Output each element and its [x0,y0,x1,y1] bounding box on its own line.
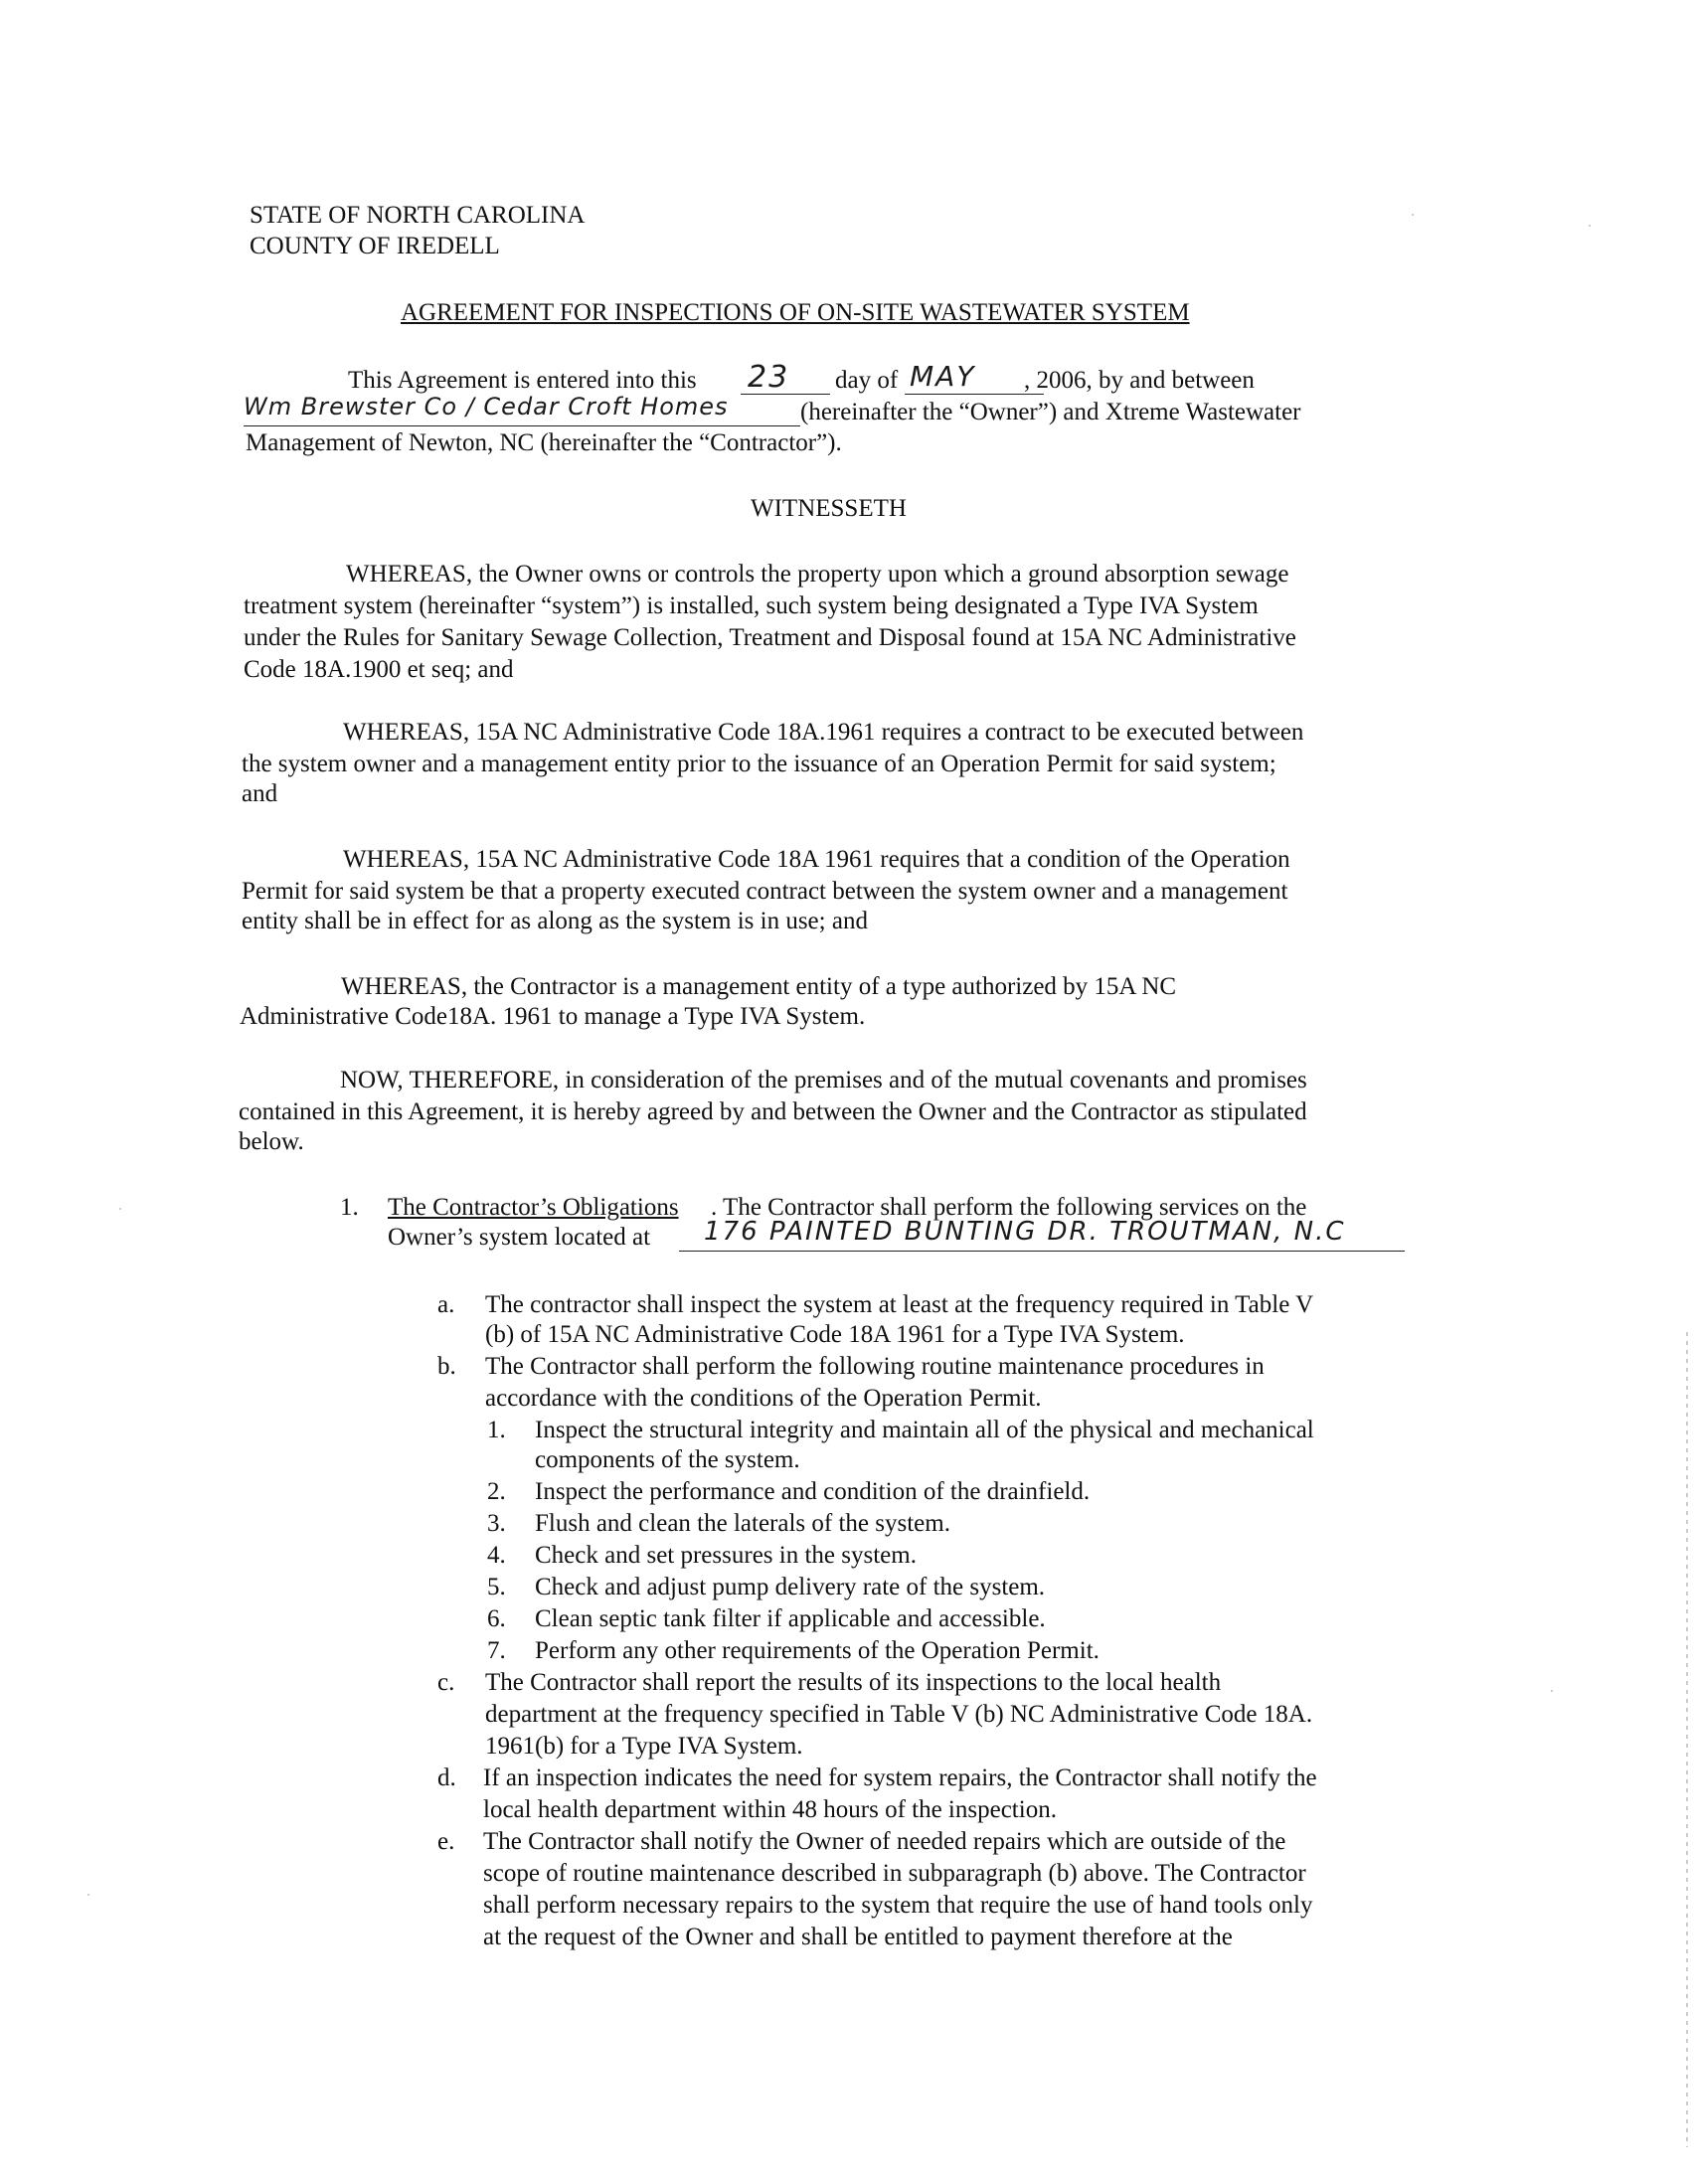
item-e-line-1: The Contractor shall notify the Owner of needed repairs which are outside of the [483,1828,1286,1855]
subitem-4-line-1: Check and set pressures in the system. [535,1542,917,1569]
subitem-1-number: 1. [487,1417,506,1443]
intro-text-5: Management of Newton, NC (hereinafter the “Contractor”). [246,429,842,456]
item-e-line-4: at the request of the Owner and shall be entitled to payment therefore at the [483,1924,1233,1950]
section-1-text-1: . The Contractor shall perform the following services on the [711,1194,1307,1221]
whereas-1-line-2: treatment system (hereinafter “system”) is installed, such system being designated a Type IVA System [244,592,1259,619]
section-1-number: 1. [340,1194,359,1221]
whereas-3-line-2: Permit for said system be that a property executed contract between the system owner and a management [242,878,1288,905]
scan-speck [119,1208,121,1210]
whereas-3-line-3: entity shall be in effect for as along as the system is in use; and [242,908,868,934]
item-e-line-3: shall perform necessary repairs to the system that require the use of hand tools only [483,1892,1313,1919]
subitem-5-line-1: Check and adjust pump delivery rate of the system. [535,1574,1046,1600]
item-c-line-3: 1961(b) for a Type IVA System. [485,1733,803,1760]
item-d-letter: d. [437,1764,456,1791]
intro-text-3: , 2006, by and between [1024,367,1255,394]
address-handwritten: 176 PAINTED BUNTING DR. TROUTMAN, N.C [704,1217,1346,1247]
subitem-3-line-1: Flush and clean the laterals of the system. [535,1510,950,1537]
subitem-2-number: 2. [487,1478,506,1505]
subitem-6-line-1: Clean septic tank filter if applicable and accessible. [535,1605,1046,1632]
whereas-2-line-2: the system owner and a management entity prior to the issuance of an Operation Permit for said system; [242,751,1276,777]
item-c-line-2: department at the frequency specified in Table V (b) NC Administrative Code 18A. [485,1701,1313,1728]
day-handwritten: 23 [748,360,790,395]
whereas-2-line-1: WHEREAS, 15A NC Administrative Code 18A.1961 requires a contract to be executed between [343,719,1304,746]
address-blank [679,1251,1405,1252]
scan-speck [1412,214,1414,216]
county-heading: COUNTY OF IREDELL [250,233,500,259]
item-c-line-1: The Contractor shall report the results of its inspections to the local health [485,1669,1222,1696]
item-d-line-2: local health department within 48 hours of the inspection. [483,1796,1057,1823]
item-a-letter: a. [437,1291,455,1318]
subitem-6-number: 6. [487,1605,506,1632]
month-handwritten: MAY [910,360,976,393]
scan-speck [1589,225,1591,227]
subitem-3-number: 3. [487,1510,506,1537]
scan-speck [87,1894,89,1896]
subitem-5-number: 5. [487,1574,506,1600]
whereas-3-line-1: WHEREAS, 15A NC Administrative Code 18A 1961 requires that a condition of the Operation [343,846,1290,873]
scan-edge-artifact [1686,1332,1688,2147]
whereas-2-line-3: and [242,780,278,807]
month-blank [905,394,1044,395]
item-c-letter: c. [437,1669,455,1696]
section-1-text-2: Owner’s system located at [388,1224,651,1251]
now-therefore-line-3: below. [239,1128,304,1155]
owner-handwritten: Wm Brewster Co / Cedar Croft Homes [244,393,729,420]
intro-text-4: (hereinafter the “Owner”) and Xtreme Wastewater [800,399,1301,425]
intro-text-2: day of [835,367,899,394]
subitem-7-line-1: Perform any other requirements of the Operation Permit. [535,1637,1100,1664]
intro-text-1: This Agreement is entered into this [348,367,697,394]
item-e-letter: e. [437,1828,455,1855]
subitem-7-number: 7. [487,1637,506,1664]
item-d-line-1: If an inspection indicates the need for system repairs, the Contractor shall notify the [483,1764,1317,1791]
subitem-2-line-1: Inspect the performance and condition of the drainfield. [535,1478,1091,1505]
item-a-line-1: The contractor shall inspect the system at least at the frequency required in Table V [485,1291,1314,1318]
now-therefore-line-1: NOW, THEREFORE, in consideration of the premises and of the mutual covenants and promises [340,1067,1307,1093]
section-1-heading: The Contractor’s Obligations [388,1194,679,1221]
whereas-1-line-3: under the Rules for Sanitary Sewage Collection, Treatment and Disposal found at 15A NC Administrative [244,624,1296,651]
scan-speck [1551,1690,1553,1692]
whereas-1-line-1: WHEREAS, the Owner owns or controls the property upon which a ground absorption sewage [346,561,1289,588]
subitem-1-line-2: components of the system. [535,1446,800,1473]
witnesseth-heading: WITNESSETH [751,495,907,522]
now-therefore-line-2: contained in this Agreement, it is hereby agreed by and between the Owner and the Contractor as stipulated [239,1098,1307,1125]
item-b-letter: b. [437,1353,456,1380]
item-b-line-2: accordance with the conditions of the Operation Permit. [485,1385,1042,1412]
item-b-line-1: The Contractor shall perform the following routine maintenance procedures in [485,1353,1265,1380]
subitem-4-number: 4. [487,1542,506,1569]
whereas-4-line-2: Administrative Code18A. 1961 to manage a Type IVA System. [240,1003,866,1030]
item-a-line-2: (b) of 15A NC Administrative Code 18A 1961 for a Type IVA System. [485,1321,1185,1348]
whereas-1-line-4: Code 18A.1900 et seq; and [244,656,514,683]
subitem-1-line-1: Inspect the structural integrity and maintain all of the physical and mechanical [535,1417,1314,1443]
whereas-4-line-1: WHEREAS, the Contractor is a management entity of a type authorized by 15A NC [341,973,1177,1000]
document-title: AGREEMENT FOR INSPECTIONS OF ON-SITE WASTEWATER SYSTEM [401,299,1190,326]
state-heading: STATE OF NORTH CAROLINA [250,202,586,229]
item-e-line-2: scope of routine maintenance described in subparagraph (b) above. The Contractor [483,1860,1306,1887]
